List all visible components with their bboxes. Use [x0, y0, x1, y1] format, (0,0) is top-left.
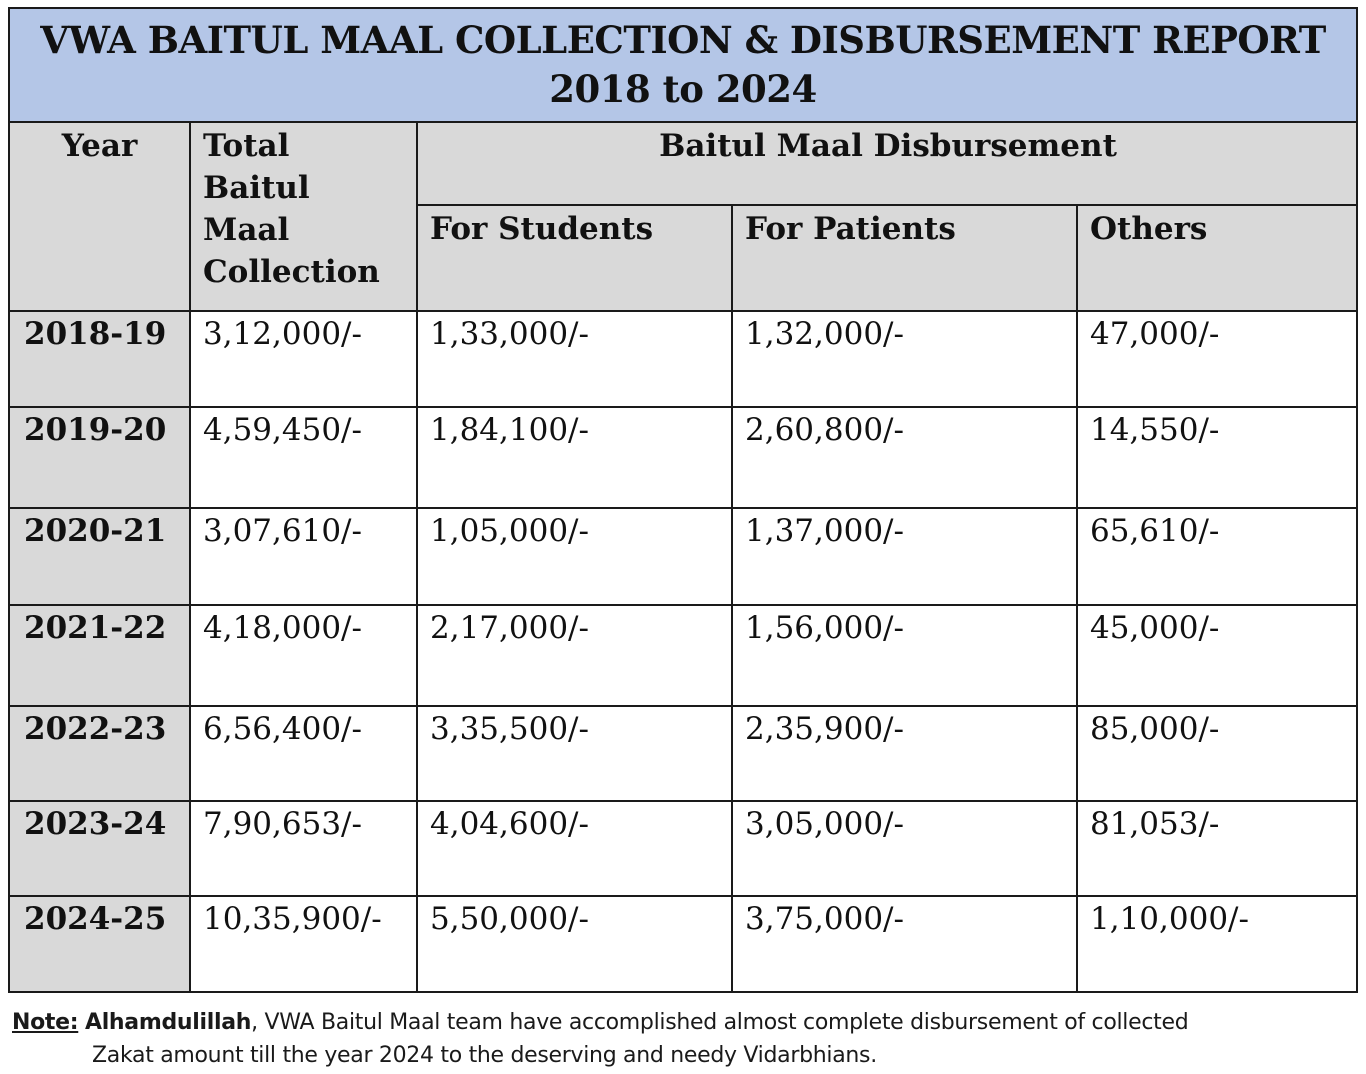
table-row [9, 706, 1357, 801]
year-cell: 2021-22 [9, 605, 190, 706]
others-cell: 65,610/- [1077, 508, 1357, 605]
patients-cell: 1,37,000/- [732, 508, 1077, 605]
report-title [9, 8, 1357, 122]
table-row [9, 311, 1357, 407]
collection-cell: 3,12,000/- [190, 311, 417, 407]
patients-cell: 1,56,000/- [732, 605, 1077, 706]
report-table [8, 7, 1358, 993]
others-cell: 81,053/- [1077, 801, 1357, 896]
others-cell: 85,000/- [1077, 706, 1357, 801]
collection-cell: 7,90,653/- [190, 801, 417, 896]
others-cell: 47,000/- [1077, 311, 1357, 407]
year-cell: 2018-19 [9, 311, 190, 407]
note-text-line1: , VWA Baitul Maal team have accomplished almost complete disbursement of collected [251, 1010, 1189, 1035]
header-patients: For Patients [732, 205, 1077, 311]
others-cell: 14,550/- [1077, 407, 1357, 508]
students-cell: 1,84,100/- [417, 407, 732, 508]
table-row [9, 896, 1357, 992]
students-cell: 2,17,000/- [417, 605, 732, 706]
collection-cell: 3,07,610/- [190, 508, 417, 605]
patients-cell: 2,60,800/- [732, 407, 1077, 508]
collection-cell: 4,18,000/- [190, 605, 417, 706]
year-cell: 2022-23 [9, 706, 190, 801]
students-cell: 3,35,500/- [417, 706, 732, 801]
table-row [9, 605, 1357, 706]
report-title-line1: VWA BAITUL MAAL COLLECTION & DISBURSEMENT REPORT [40, 18, 1326, 62]
header-disbursement: Baitul Maal Disbursement [417, 122, 1357, 205]
patients-cell: 3,75,000/- [732, 896, 1077, 992]
note-label: Note: [12, 1010, 79, 1035]
header-total-collection [190, 122, 417, 311]
header-collection-line2: Baitul Maal [203, 170, 310, 248]
students-cell: 1,33,000/- [417, 311, 732, 407]
collection-cell: 4,59,450/- [190, 407, 417, 508]
footnote [12, 1006, 1362, 1072]
header-collection-line3: Collection [203, 254, 380, 290]
year-cell: 2023-24 [9, 801, 190, 896]
students-cell: 1,05,000/- [417, 508, 732, 605]
note-text-line2: Zakat amount till the year 2024 to the deserving and needy Vidarbhians. [92, 1043, 877, 1068]
others-cell: 1,10,000/- [1077, 896, 1357, 992]
header-others: Others [1077, 205, 1357, 311]
others-cell: 45,000/- [1077, 605, 1357, 706]
year-cell: 2024-25 [9, 896, 190, 992]
year-cell: 2019-20 [9, 407, 190, 508]
table-row [9, 407, 1357, 508]
year-cell: 2020-21 [9, 508, 190, 605]
patients-cell: 3,05,000/- [732, 801, 1077, 896]
students-cell: 5,50,000/- [417, 896, 732, 992]
students-cell: 4,04,600/- [417, 801, 732, 896]
collection-cell: 10,35,900/- [190, 896, 417, 992]
note-emphasis: Alhamdulillah [84, 1010, 252, 1035]
header-collection-line1: Total [203, 128, 290, 164]
table-row [9, 801, 1357, 896]
header-students: For Students [417, 205, 732, 311]
report-title-line2: 2018 to 2024 [549, 67, 817, 111]
collection-cell: 6,56,400/- [190, 706, 417, 801]
patients-cell: 1,32,000/- [732, 311, 1077, 407]
patients-cell: 2,35,900/- [732, 706, 1077, 801]
header-year: Year [9, 122, 190, 311]
table-row [9, 508, 1357, 605]
